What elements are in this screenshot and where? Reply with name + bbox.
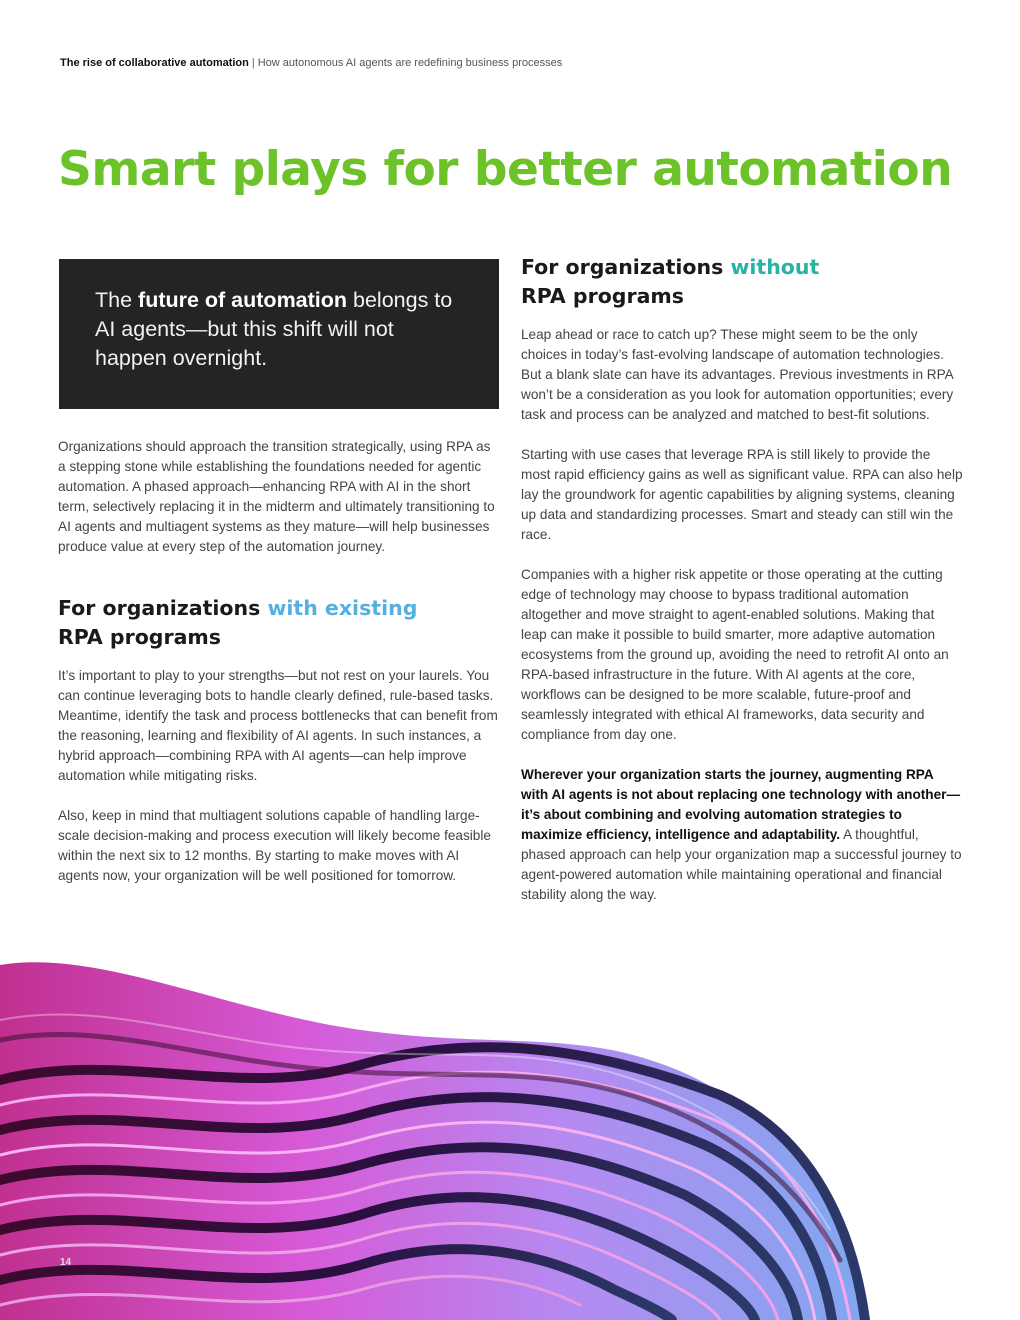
running-header bbox=[60, 57, 562, 69]
callout-text-end: belongs to AI agents—but this shift will not happen overnight. bbox=[95, 288, 453, 370]
callout-box bbox=[59, 259, 499, 409]
without-rpa-paragraph-3: Companies with a higher risk appetite or those operating at the cutting edge of technology may choose to bypass traditional automation altogether and move straight to agent-enabled solutions. Making that leap can make it possible to build smarter, more adaptive automation ecosystems from the ground up, avoiding the need to retrofit AI onto an RPA-based infrastructure in the future. With AI agents at the core, workflows can be designed to be more scalable, future-proof and seamlessly integrated with ethical AI frameworks, data security and compliance from day one. bbox=[521, 567, 949, 742]
header-separator: | bbox=[251, 57, 255, 69]
header-subtitle: How autonomous AI agents are redefining business processes bbox=[257, 57, 563, 69]
right-column bbox=[521, 253, 963, 905]
without-rpa-paragraph-2: Starting with use cases that leverage RPA is still likely to provide the most rapid efficiency gains as well as significant value. RPA can also help lay the groundwork for agentic capabilities by aligning systems, cleaning up data and standardizing processes. Smart and steady can still win the race. bbox=[521, 447, 963, 542]
left-column bbox=[58, 437, 500, 886]
conclusion-bold: Wherever your organization starts the journey, augmenting RPA with AI agents is not about replacing one technology with another—it’s about combining and evolving automation strategies to maximize efficiency, intelligence and adaptability. bbox=[521, 767, 961, 842]
heading-without-part2: RPA programs bbox=[521, 284, 684, 308]
intro-paragraph: Organizations should approach the transition strategically, using RPA as a stepping stone while establishing the foundations needed for agentic automation. A phased approach—enhancing RPA with AI in the short term, selectively replacing it in the midterm and ultimately transitioning to AI agents and multiagent systems as they mature—will help businesses produce value at every step of the automation journey. bbox=[58, 439, 495, 554]
page-number: 14 bbox=[60, 1257, 72, 1268]
heading-without-part1: For organizations bbox=[521, 255, 731, 279]
heading-without-highlight: without bbox=[730, 255, 820, 279]
conclusion-rest: A thoughtful, phased approach can help your organization map a successful journey to agent-powered automation while maintaining operational and financial stability along the way. bbox=[521, 827, 962, 902]
callout-bold: future of automation bbox=[138, 288, 348, 312]
callout-text-start: The bbox=[95, 288, 139, 312]
decorative-wave-graphic bbox=[0, 930, 1020, 1320]
page-title: Smart plays for better automation bbox=[58, 142, 953, 197]
heading-existing-highlight: with existing bbox=[267, 596, 418, 620]
without-rpa-paragraph-1: Leap ahead or race to catch up? These might seem to be the only choices in today’s fast-evolving landscape of automation technologies. But a blank slate can have its advantages. Previous investments in RPA won’t be a consideration as you look for automation opportunities; every task and process can be analyzed and matched to best-fit solutions. bbox=[521, 327, 954, 422]
conclusion-paragraph bbox=[521, 765, 963, 905]
heading-existing-part1: For organizations bbox=[58, 596, 268, 620]
heading-without-rpa bbox=[521, 253, 963, 311]
existing-rpa-paragraph-1: It’s important to play to your strengths—but not rest on your laurels. You can continue leveraging bots to handle clearly defined, rule-based tasks. Meantime, identify the task and process bottlenecks that can benefit from the reasoning, learning and flexibility of AI agents. In such instances, a hybrid approach—combining RPA with AI agents—can help improve automation while mitigating risks. bbox=[58, 668, 498, 783]
heading-existing-rpa bbox=[58, 594, 500, 652]
existing-rpa-paragraph-2: Also, keep in mind that multiagent solutions capable of handling large-scale decision-making and process execution will likely become feasible within the next six to 12 months. By starting to make moves with AI agents now, your organization will be well positioned for tomorrow. bbox=[58, 808, 491, 883]
heading-existing-part2: RPA programs bbox=[58, 625, 221, 649]
header-title: The rise of collaborative automation bbox=[60, 57, 249, 69]
